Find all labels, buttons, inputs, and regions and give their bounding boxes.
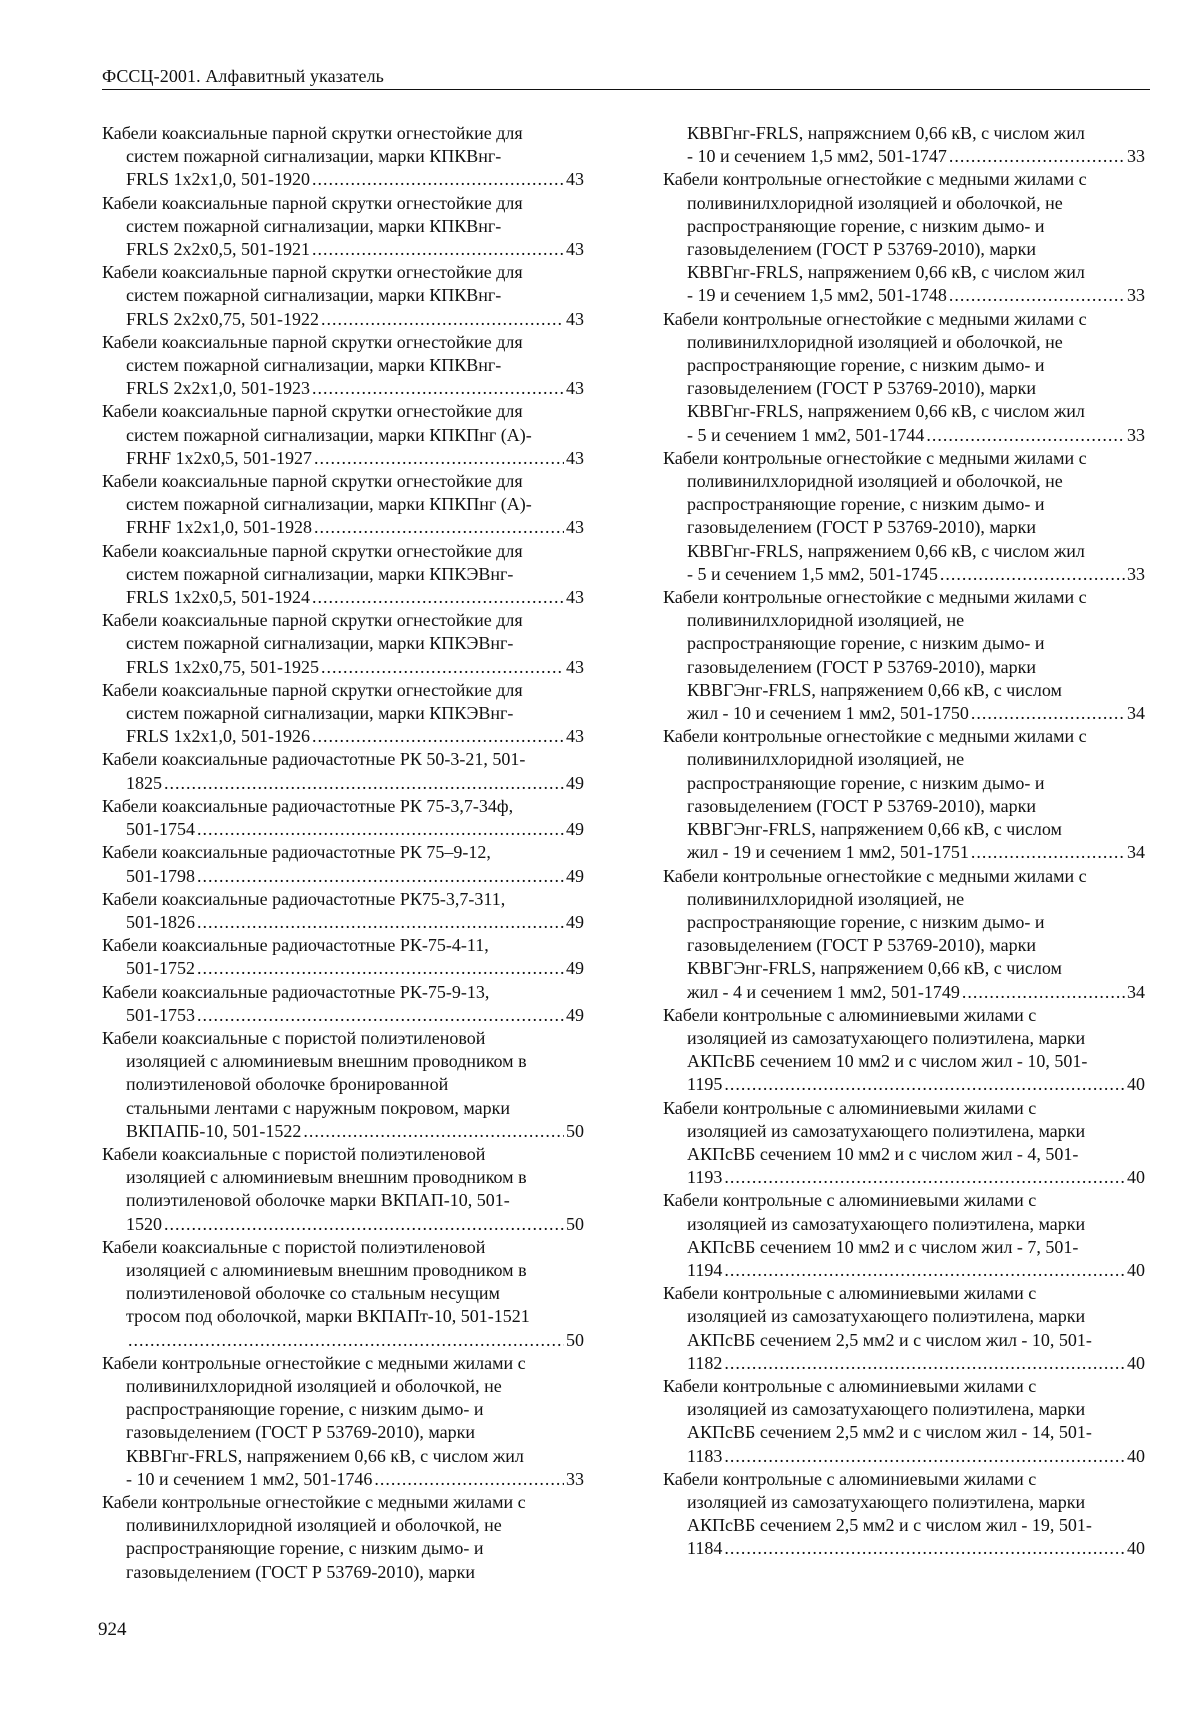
entry-leader-line — [663, 702, 1145, 725]
entry-line: систем пожарной сигнализации, марки КПКЭВнг- — [126, 703, 514, 724]
entry-tail: 501-1798 — [126, 865, 195, 886]
index-entry — [663, 586, 1145, 725]
entry-line: газовыделением (ГОСТ Р 53769-2010), марки — [126, 1422, 476, 1443]
entry-leader-line — [102, 586, 584, 609]
entry-line: Кабели коаксиальные парной скрутки огнестойкие для — [102, 471, 523, 492]
entry-page-ref: 34 — [1127, 703, 1145, 724]
header-title: ФССЦ-2001. Алфавитный указатель — [102, 66, 384, 86]
index-entry — [102, 888, 584, 934]
entry-page-ref: 43 — [566, 656, 584, 677]
entry-line: распространяющие горение, с низким дымо- и — [687, 911, 1045, 932]
entry-line: газовыделением (ГОСТ Р 53769-2010), марки — [126, 1561, 476, 1582]
entry-line: поливинилхлоридной изоляцией и оболочкой, не — [126, 1375, 502, 1396]
entry-page-ref: 43 — [566, 726, 584, 747]
index-entry — [102, 1491, 584, 1584]
entry-line: Кабели коаксиальные парной скрутки огнестойкие для — [102, 401, 523, 422]
index-entry — [663, 1375, 1145, 1468]
entry-line: распространяющие горение, с низким дымо- и — [126, 1538, 484, 1559]
entry-line: Кабели коаксиальные радиочастотные РК 75–9-12, — [102, 842, 491, 863]
entry-line: распространяющие горение, с низким дымо- и — [687, 494, 1045, 515]
entry-leader-line — [102, 1120, 584, 1143]
entry-line: КВВГнг-FRLS, напряжением 0,66 кВ, с числом жил — [126, 1445, 524, 1466]
index-entry — [102, 540, 584, 610]
entry-tail: ВКПАПБ-10, 501-1522 — [126, 1120, 302, 1141]
entry-tail: 1195 — [687, 1074, 723, 1095]
entry-line: полиэтиленовой оболочке бронированной — [126, 1074, 449, 1095]
entry-leader-line — [663, 841, 1145, 864]
entry-line: полиэтиленовой оболочке марки ВКПАП-10, 501- — [126, 1190, 510, 1211]
entry-leader-line — [663, 424, 1145, 447]
entry-page-ref: 49 — [566, 819, 584, 840]
entry-page-ref: 40 — [1127, 1074, 1145, 1095]
entry-line: Кабели коаксиальные с пористой полиэтиленовой — [102, 1027, 486, 1048]
index-entry — [102, 934, 584, 980]
entry-tail: 1520 — [126, 1213, 162, 1234]
entry-line: изоляцией из самозатухающего полиэтилена, марки — [687, 1399, 1086, 1420]
index-column-right — [663, 122, 1145, 1561]
entry-line: изоляцией из самозатухающего полиэтилена, марки — [687, 1213, 1086, 1234]
dot-leader — [312, 238, 564, 261]
entry-page-ref: 40 — [1127, 1538, 1145, 1559]
entry-line: Кабели контрольные с алюминиевыми жилами с — [663, 1097, 1037, 1118]
entry-line: Кабели коаксиальные парной скрутки огнестойкие для — [102, 192, 523, 213]
entry-line: систем пожарной сигнализации, марки КПКПнг (А)- — [126, 424, 532, 445]
entry-tail: 1194 — [687, 1259, 723, 1280]
entry-tail: 501-1754 — [126, 819, 195, 840]
index-column-left — [102, 122, 584, 1584]
dot-leader — [949, 145, 1125, 168]
entry-line: Кабели коаксиальные с пористой полиэтиленовой — [102, 1143, 486, 1164]
entry-page-ref: 40 — [1127, 1445, 1145, 1466]
index-entry — [102, 470, 584, 540]
entry-page-ref: 49 — [566, 911, 584, 932]
entry-leader-line — [102, 725, 584, 748]
entry-page-ref: 43 — [566, 308, 584, 329]
index-entry — [102, 1236, 584, 1352]
entry-tail: 501-1753 — [126, 1004, 195, 1025]
dot-leader — [724, 1537, 1125, 1560]
entry-page-ref: 43 — [566, 447, 584, 468]
entry-line: изоляцией с алюминиевым внешним проводником в — [126, 1051, 527, 1072]
index-entry — [102, 981, 584, 1027]
entry-tail: 1183 — [687, 1445, 723, 1466]
entry-tail: жил - 19 и сечением 1 мм2, 501-1751 — [687, 842, 969, 863]
entry-line: Кабели контрольные огнестойкие с медными жилами с — [663, 726, 1087, 747]
entry-page-ref: 43 — [566, 378, 584, 399]
entry-page-ref: 49 — [566, 865, 584, 886]
entry-leader-line — [663, 1166, 1145, 1189]
dot-leader — [197, 865, 564, 888]
entry-line: АКПсВБ сечением 10 мм2 и с числом жил - 4, 501- — [687, 1143, 1079, 1164]
entry-tail: - 5 и сечением 1 мм2, 501-1744 — [687, 424, 925, 445]
entry-line: поливинилхлоридной изоляцией и оболочкой, не — [126, 1515, 502, 1536]
entry-line: поливинилхлоридной изоляцией, не — [687, 749, 965, 770]
entry-leader-line — [102, 308, 584, 331]
entry-line: систем пожарной сигнализации, марки КПКВнг- — [126, 355, 502, 376]
entry-tail: FRLS 1x2x1,0, 501-1926 — [126, 726, 311, 747]
entry-line: Кабели коаксиальные парной скрутки огнестойкие для — [102, 610, 523, 631]
dot-leader — [197, 1004, 564, 1027]
entry-tail: 1825 — [126, 772, 162, 793]
entry-tail: FRLS 2x2x0,5, 501-1921 — [126, 239, 311, 260]
entry-tail: 1184 — [687, 1538, 723, 1559]
entry-leader-line — [102, 168, 584, 191]
entry-leader-line — [663, 1352, 1145, 1375]
dot-leader — [303, 1120, 564, 1143]
entry-page-ref: 33 — [1127, 146, 1145, 167]
entry-line: Кабели контрольные огнестойкие с медными жилами с — [102, 1491, 526, 1512]
entry-leader-line — [663, 1073, 1145, 1096]
entry-line: изоляцией из самозатухающего полиэтилена, марки — [687, 1306, 1086, 1327]
dot-leader — [949, 284, 1125, 307]
entry-line: КВВГнг-FRLS, напряжением 0,66 кВ, с числом жил — [687, 262, 1085, 283]
index-entry — [663, 447, 1145, 586]
dot-leader — [164, 1213, 564, 1236]
page-header — [102, 66, 1150, 90]
entry-line: распространяющие горение, с низким дымо- и — [687, 772, 1045, 793]
entry-tail: - 19 и сечением 1,5 мм2, 501-1748 — [687, 285, 947, 306]
dot-leader — [314, 516, 564, 539]
entry-line: Кабели коаксиальные парной скрутки огнестойкие для — [102, 679, 523, 700]
entry-tail: FRLS 2x2x0,75, 501-1922 — [126, 308, 320, 329]
entry-leader-line — [663, 981, 1145, 1004]
entry-line: Кабели контрольные огнестойкие с медными жилами с — [663, 308, 1087, 329]
index-entry — [102, 1352, 584, 1491]
index-entry — [663, 1189, 1145, 1282]
entry-line: КВВГнг-FRLS, напряжением 0,66 кВ, с числом жил — [687, 540, 1085, 561]
entry-line: Кабели коаксиальные радиочастотные РК-75-9-13, — [102, 981, 490, 1002]
entry-leader-line — [102, 447, 584, 470]
entry-line: АКПсВБ сечением 2,5 мм2 и с числом жил - 10, 501- — [687, 1329, 1092, 1350]
entry-line: Кабели коаксиальные парной скрутки огнестойкие для — [102, 331, 523, 352]
entry-page-ref: 50 — [566, 1329, 584, 1350]
entry-line: газовыделением (ГОСТ Р 53769-2010), марки — [687, 795, 1037, 816]
entry-tail: 501-1826 — [126, 911, 195, 932]
entry-line: систем пожарной сигнализации, марки КПКЭВнг- — [126, 563, 514, 584]
page-number: 924 — [98, 1619, 127, 1640]
index-entry — [102, 192, 584, 262]
entry-line: Кабели коаксиальные радиочастотные РК75-3,7-311, — [102, 888, 506, 909]
dot-leader — [321, 308, 564, 331]
entry-line: Кабели контрольные огнестойкие с медными жилами с — [102, 1352, 526, 1373]
entry-line: газовыделением (ГОСТ Р 53769-2010), марки — [687, 935, 1037, 956]
entry-line: распространяющие горение, с низким дымо- и — [687, 633, 1045, 654]
entry-leader-line — [663, 284, 1145, 307]
entry-line: Кабели коаксиальные радиочастотные РК 50-3-21, 501- — [102, 749, 526, 770]
dot-leader — [374, 1468, 564, 1491]
dot-leader — [971, 702, 1125, 725]
entry-page-ref: 40 — [1127, 1352, 1145, 1373]
entry-line: АКПсВБ сечением 10 мм2 и с числом жил - 7, 501- — [687, 1236, 1079, 1257]
entry-leader-line — [663, 145, 1145, 168]
index-entry — [663, 865, 1145, 1004]
entry-line: Кабели коаксиальные парной скрутки огнестойкие для — [102, 262, 523, 283]
dot-leader — [724, 1073, 1125, 1096]
entry-line: стальными лентами с наружным покровом, марки — [126, 1097, 510, 1118]
entry-tail: 501-1752 — [126, 958, 195, 979]
dot-leader — [724, 1259, 1125, 1282]
entry-page-ref: 50 — [566, 1120, 584, 1141]
entry-leader-line — [102, 516, 584, 539]
entry-leader-line — [663, 1445, 1145, 1468]
entry-leader-line — [102, 957, 584, 980]
dot-leader — [197, 957, 564, 980]
entry-tail: FRLS 1x2x0,75, 501-1925 — [126, 656, 320, 677]
entry-leader-line — [102, 772, 584, 795]
entry-tail: - 10 и сечением 1,5 мм2, 501-1747 — [687, 146, 947, 167]
entry-line: систем пожарной сигнализации, марки КПКВнг- — [126, 285, 502, 306]
entry-line: изоляцией из самозатухающего полиэтилена, марки — [687, 1120, 1086, 1141]
entry-tail: FRLS 2x2x1,0, 501-1923 — [126, 378, 311, 399]
entry-line: КВВГнг-FRLS, напряжением 0,66 кВ, с числом жил — [687, 401, 1085, 422]
index-entry — [663, 1468, 1145, 1561]
entry-line: Кабели коаксиальные радиочастотные РК-75-4-11, — [102, 935, 489, 956]
entry-leader-line — [102, 1329, 584, 1352]
entry-line: систем пожарной сигнализации, марки КПКВнг- — [126, 146, 502, 167]
entry-line: систем пожарной сигнализации, марки КПКВнг- — [126, 215, 502, 236]
entry-line: КВВГЭнг-FRLS, напряжением 0,66 кВ, с числом — [687, 958, 1062, 979]
entry-leader-line — [102, 865, 584, 888]
entry-line: изоляцией с алюминиевым внешним проводником в — [126, 1167, 527, 1188]
entry-line: поливинилхлоридной изоляцией и оболочкой, не — [687, 192, 1063, 213]
dot-leader — [926, 424, 1125, 447]
dot-leader — [312, 586, 564, 609]
entry-line: Кабели контрольные огнестойкие с медными жилами с — [663, 865, 1087, 886]
entry-page-ref: 40 — [1127, 1259, 1145, 1280]
entry-line: поливинилхлоридной изоляцией, не — [687, 610, 965, 631]
entry-leader-line — [663, 1537, 1145, 1560]
entry-line: поливинилхлоридной изоляцией и оболочкой, не — [687, 471, 1063, 492]
entry-line: Кабели коаксиальные парной скрутки огнестойкие для — [102, 540, 523, 561]
dot-leader — [197, 911, 564, 934]
entry-line: Кабели контрольные с алюминиевыми жилами с — [663, 1375, 1037, 1396]
entry-line: Кабели контрольные с алюминиевыми жилами с — [663, 1190, 1037, 1211]
index-entry — [663, 725, 1145, 864]
entry-tail: FRHF 1x2x0,5, 501-1927 — [126, 447, 313, 468]
entry-line: Кабели контрольные с алюминиевыми жилами с — [663, 1283, 1037, 1304]
entry-line: изоляцией из самозатухающего полиэтилена, марки — [687, 1491, 1086, 1512]
entry-line: газовыделением (ГОСТ Р 53769-2010), марки — [687, 656, 1037, 677]
index-entry — [102, 122, 584, 192]
entry-line: КВВГнг-FRLS, напряжснием 0,66 кВ, с числом жил — [687, 123, 1085, 143]
dot-leader — [312, 168, 564, 191]
dot-leader — [312, 377, 564, 400]
entry-page-ref: 49 — [566, 772, 584, 793]
index-entry — [102, 679, 584, 749]
dot-leader — [940, 563, 1125, 586]
entry-page-ref: 40 — [1127, 1167, 1145, 1188]
entry-leader-line — [663, 1259, 1145, 1282]
entry-page-ref: 33 — [566, 1468, 584, 1489]
dot-leader — [314, 447, 564, 470]
entry-leader-line — [102, 818, 584, 841]
index-entry — [102, 1027, 584, 1143]
entry-leader-line — [102, 238, 584, 261]
entry-leader-line — [102, 1213, 584, 1236]
index-entry — [102, 609, 584, 679]
entry-page-ref: 33 — [1127, 424, 1145, 445]
dot-leader — [971, 841, 1125, 864]
entry-tail: 1193 — [687, 1167, 723, 1188]
dot-leader — [724, 1352, 1125, 1375]
entry-line: изоляцией с алюминиевым внешним проводником в — [126, 1259, 527, 1280]
entry-page-ref: 43 — [566, 239, 584, 260]
entry-line: изоляцией из самозатухающего полиэтилена, марки — [687, 1027, 1086, 1048]
entry-line: Кабели контрольные с алюминиевыми жилами с — [663, 1004, 1037, 1025]
entry-line: АКПсВБ сечением 2,5 мм2 и с числом жил - 19, 501- — [687, 1515, 1092, 1536]
entry-tail: FRLS 1x2x1,0, 501-1920 — [126, 169, 311, 190]
entry-line: газовыделением (ГОСТ Р 53769-2010), марки — [687, 239, 1037, 260]
entry-line: распространяющие горение, с низким дымо- и — [126, 1399, 484, 1420]
entry-page-ref: 43 — [566, 169, 584, 190]
entry-line: поливинилхлоридной изоляцией и оболочкой, не — [687, 331, 1063, 352]
entry-line: Кабели коаксиальные с пористой полиэтиленовой — [102, 1236, 486, 1257]
dot-leader — [321, 656, 564, 679]
entry-line: Кабели контрольные огнестойкие с медными жилами с — [663, 587, 1087, 608]
entry-tail: 1182 — [687, 1352, 723, 1373]
dot-leader — [128, 1329, 564, 1352]
entry-tail: жил - 4 и сечением 1 мм2, 501-1749 — [687, 981, 960, 1002]
index-entry — [102, 795, 584, 841]
entry-line: газовыделением (ГОСТ Р 53769-2010), марки — [687, 378, 1037, 399]
dot-leader — [962, 981, 1125, 1004]
index-entry — [102, 400, 584, 470]
dot-leader — [724, 1166, 1125, 1189]
entry-line: Кабели контрольные огнестойкие с медными жилами с — [663, 447, 1087, 468]
entry-leader-line — [102, 1004, 584, 1027]
entry-line: газовыделением (ГОСТ Р 53769-2010), марки — [687, 517, 1037, 538]
entry-line: распространяющие горение, с низким дымо- и — [687, 355, 1045, 376]
entry-leader-line — [102, 1468, 584, 1491]
entry-line: Кабели контрольные с алюминиевыми жилами с — [663, 1468, 1037, 1489]
entry-page-ref: 34 — [1127, 842, 1145, 863]
index-entry — [102, 1143, 584, 1236]
entry-page-ref: 50 — [566, 1213, 584, 1234]
entry-line: Кабели коаксиальные парной скрутки огнестойкие для — [102, 123, 523, 143]
index-entry — [663, 1282, 1145, 1375]
index-entry — [663, 1004, 1145, 1097]
entry-line: АКПсВБ сечением 10 мм2 и с числом жил - 10, 501- — [687, 1051, 1088, 1072]
index-entry — [663, 1097, 1145, 1190]
index-entry — [102, 748, 584, 794]
entry-tail: - 10 и сечением 1 мм2, 501-1746 — [126, 1468, 373, 1489]
entry-tail: FRHF 1x2x1,0, 501-1928 — [126, 517, 313, 538]
entry-line: Кабели коаксиальные радиочастотные РК 75-3,7-34ф, — [102, 795, 514, 816]
entry-line: Кабели контрольные огнестойкие с медными жилами с — [663, 169, 1087, 190]
dot-leader — [312, 725, 564, 748]
entry-page-ref: 49 — [566, 1004, 584, 1025]
entry-line: распространяющие горение, с низким дымо- и — [687, 215, 1045, 236]
dot-leader — [197, 818, 564, 841]
entry-line: систем пожарной сигнализации, марки КПКПнг (А)- — [126, 494, 532, 515]
entry-leader-line — [102, 911, 584, 934]
entry-line: КВВГЭнг-FRLS, напряжением 0,66 кВ, с числом — [687, 679, 1062, 700]
entry-page-ref: 43 — [566, 587, 584, 608]
entry-tail: FRLS 1x2x0,5, 501-1924 — [126, 587, 311, 608]
entry-page-ref: 43 — [566, 517, 584, 538]
index-entry — [102, 841, 584, 887]
entry-line: КВВГЭнг-FRLS, напряжением 0,66 кВ, с числом — [687, 819, 1062, 840]
entry-page-ref: 33 — [1127, 285, 1145, 306]
entry-tail: жил - 10 и сечением 1 мм2, 501-1750 — [687, 703, 969, 724]
index-entry — [102, 261, 584, 331]
entry-line: тросом под оболочкой, марки ВКПАПт-10, 501-1521 — [126, 1306, 530, 1327]
index-entry — [663, 308, 1145, 447]
dot-leader — [724, 1445, 1125, 1468]
index-entry — [663, 168, 1145, 307]
index-entry — [663, 122, 1145, 168]
entry-tail: - 5 и сечением 1,5 мм2, 501-1745 — [687, 563, 938, 584]
entry-line: поливинилхлоридной изоляцией, не — [687, 888, 965, 909]
index-entry — [102, 331, 584, 401]
entry-leader-line — [663, 563, 1145, 586]
dot-leader — [164, 772, 564, 795]
entry-leader-line — [102, 656, 584, 679]
entry-line: полиэтиленовой оболочке со стальным несущим — [126, 1283, 500, 1304]
entry-leader-line — [102, 377, 584, 400]
entry-line: АКПсВБ сечением 2,5 мм2 и с числом жил - 14, 501- — [687, 1422, 1092, 1443]
entry-page-ref: 33 — [1127, 563, 1145, 584]
entry-page-ref: 34 — [1127, 981, 1145, 1002]
entry-page-ref: 49 — [566, 958, 584, 979]
entry-line: систем пожарной сигнализации, марки КПКЭВнг- — [126, 633, 514, 654]
